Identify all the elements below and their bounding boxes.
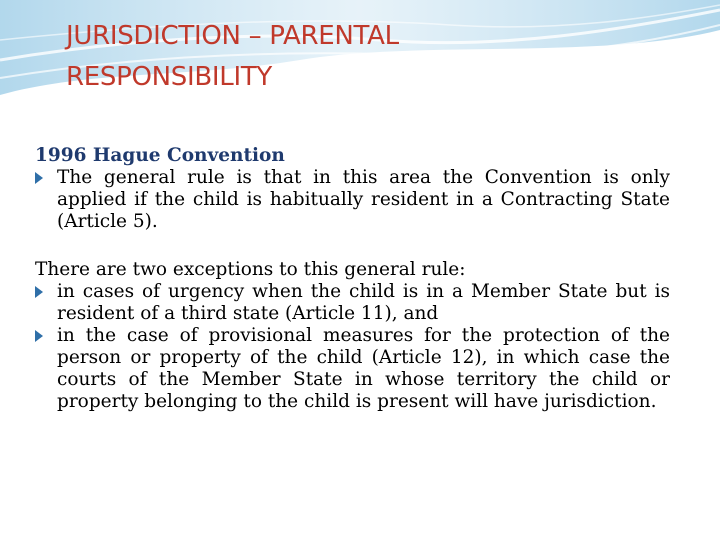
- slide-title: [66, 16, 399, 98]
- bullet-text: in cases of urgency when the child is in a Member State but is resident of a third state (Article 11), and: [57, 281, 670, 324]
- bullet-urgency: [35, 281, 670, 325]
- bullet-provisional-measures: [35, 325, 670, 413]
- triangle-right-icon: [35, 172, 43, 184]
- section-heading: 1996 Hague Convention: [35, 145, 285, 166]
- triangle-right-icon: [35, 330, 43, 342]
- title-line-1: JURISDICTION – PARENTAL: [66, 21, 399, 51]
- exceptions-intro: There are two exceptions to this general rule:: [35, 259, 466, 280]
- slide-body: [35, 145, 670, 413]
- triangle-right-icon: [35, 286, 43, 298]
- title-line-2: RESPONSIBILITY: [66, 62, 272, 92]
- bullet-text: in the case of provisional measures for the protection of the person or property of the child (Article 12), in which case the courts of the Member State in whose territory the child or property belonging to the child is present will have jurisdiction.: [57, 325, 670, 412]
- bullet-text: The general rule is that in this area the Convention is only applied if the child is habitually resident in a Contracting State (Article 5).: [57, 167, 670, 232]
- bullet-general-rule: [35, 167, 670, 233]
